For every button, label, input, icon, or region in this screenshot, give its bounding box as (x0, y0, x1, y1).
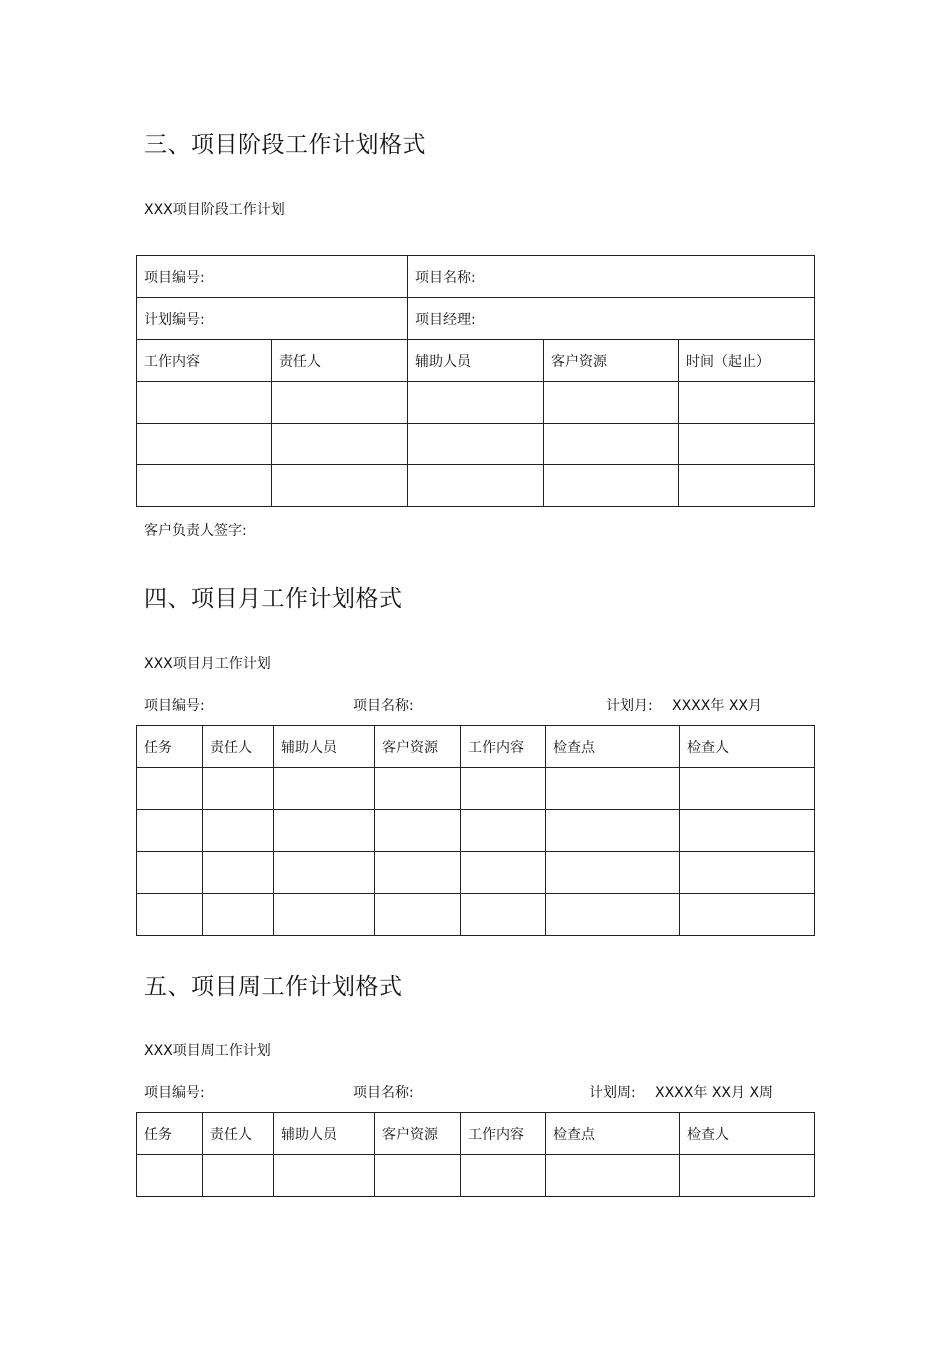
table-cell (546, 852, 680, 894)
section3-heading: 三、项目阶段工作计划格式 (144, 132, 426, 158)
column-header: 任务 (137, 726, 203, 768)
table-row (137, 465, 815, 507)
table-row (137, 298, 815, 340)
table-cell (375, 894, 461, 936)
table-cell (203, 810, 274, 852)
table-row (137, 382, 815, 424)
table-cell (203, 768, 274, 810)
project-name-label: 项目名称: (353, 1085, 414, 1101)
column-header: 检查点 (546, 726, 680, 768)
table-cell (137, 1155, 203, 1197)
project-number-label: 项目编号: (144, 1085, 205, 1101)
table-row (137, 1155, 815, 1197)
table-cell (137, 768, 203, 810)
table-cell (375, 768, 461, 810)
table-cell (679, 424, 815, 465)
project-number-field: 项目编号: (137, 256, 408, 298)
table-cell (375, 1155, 461, 1197)
table-cell (546, 1155, 680, 1197)
column-header: 工作内容 (461, 1113, 546, 1155)
table-cell (680, 810, 815, 852)
table-cell (546, 810, 680, 852)
table-row (137, 768, 815, 810)
plan-week-label: 计划周: (589, 1085, 636, 1101)
table-cell (461, 810, 546, 852)
table-cell (274, 768, 375, 810)
plan-number-field: 计划编号: (137, 298, 408, 340)
stage-plan-table (136, 255, 815, 507)
column-header: 客户资源 (375, 726, 461, 768)
table-cell (137, 382, 272, 424)
table-cell (137, 810, 203, 852)
section4-subtitle: XXX项目月工作计划 (144, 656, 271, 672)
table-cell (461, 1155, 546, 1197)
column-header: 工作内容 (461, 726, 546, 768)
table-cell (137, 424, 272, 465)
section3-subtitle: XXX项目阶段工作计划 (144, 202, 285, 218)
table-cell (203, 894, 274, 936)
section5-subtitle: XXX项目周工作计划 (144, 1043, 271, 1059)
column-header: 检查点 (546, 1113, 680, 1155)
column-header: 客户资源 (375, 1113, 461, 1155)
table-cell (137, 852, 203, 894)
table-row (137, 424, 815, 465)
table-cell (274, 1155, 375, 1197)
table-row (137, 852, 815, 894)
column-header: 辅助人员 (274, 1113, 375, 1155)
table-header-row (137, 726, 815, 768)
table-cell (408, 382, 544, 424)
table-cell (679, 382, 815, 424)
table-cell (544, 424, 679, 465)
client-signature-label: 客户负责人签字: (144, 523, 247, 539)
plan-week-value: XXXX年 XX月 X周 (655, 1085, 774, 1101)
table-cell (544, 382, 679, 424)
table-cell (408, 465, 544, 507)
project-name-field: 项目名称: (408, 256, 815, 298)
column-header: 辅助人员 (408, 340, 544, 382)
table-row (137, 256, 815, 298)
section5-heading: 五、项目周工作计划格式 (144, 974, 403, 1000)
table-cell (680, 768, 815, 810)
weekly-plan-table (136, 1112, 815, 1197)
table-cell (546, 768, 680, 810)
table-cell (375, 852, 461, 894)
table-header-row (137, 1113, 815, 1155)
table-cell (274, 810, 375, 852)
project-name-label: 项目名称: (353, 698, 414, 714)
table-cell (274, 852, 375, 894)
column-header: 检查人 (680, 1113, 815, 1155)
project-number-label: 项目编号: (144, 698, 205, 714)
table-cell (546, 894, 680, 936)
column-header: 检查人 (680, 726, 815, 768)
section4-heading: 四、项目月工作计划格式 (144, 586, 403, 612)
column-header: 辅助人员 (274, 726, 375, 768)
plan-month-label: 计划月: (606, 698, 653, 714)
table-cell (274, 894, 375, 936)
table-cell (461, 768, 546, 810)
table-row (137, 894, 815, 936)
table-cell (137, 465, 272, 507)
table-header-row (137, 340, 815, 382)
table-cell (203, 1155, 274, 1197)
plan-month-value: XXXX年 XX月 (672, 698, 762, 714)
table-cell (408, 424, 544, 465)
table-cell (680, 894, 815, 936)
table-cell (680, 1155, 815, 1197)
column-header: 责任人 (203, 1113, 274, 1155)
table-cell (680, 852, 815, 894)
table-cell (461, 894, 546, 936)
project-manager-field: 项目经理: (408, 298, 815, 340)
column-header: 工作内容 (137, 340, 272, 382)
table-cell (461, 852, 546, 894)
table-cell (375, 810, 461, 852)
table-row (137, 810, 815, 852)
column-header: 时间（起止） (679, 340, 815, 382)
column-header: 任务 (137, 1113, 203, 1155)
table-cell (272, 424, 408, 465)
table-cell (679, 465, 815, 507)
table-cell (272, 465, 408, 507)
table-cell (544, 465, 679, 507)
monthly-plan-table (136, 725, 815, 936)
table-cell (137, 894, 203, 936)
table-cell (272, 382, 408, 424)
column-header: 责任人 (203, 726, 274, 768)
column-header: 客户资源 (544, 340, 679, 382)
table-cell (203, 852, 274, 894)
column-header: 责任人 (272, 340, 408, 382)
